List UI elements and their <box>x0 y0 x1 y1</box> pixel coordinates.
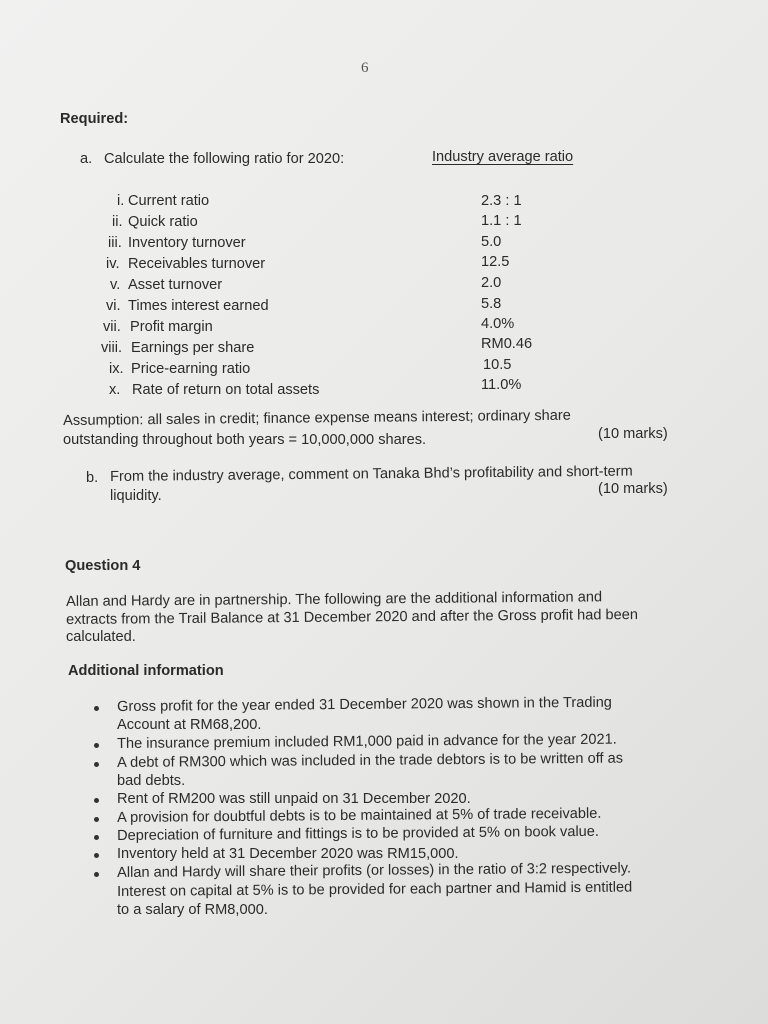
ratio-name: Times interest earned <box>128 298 269 314</box>
list-item: Rent of RM200 was still unpaid on 31 December 2020. <box>117 791 471 807</box>
industry-average-heading: Industry average ratio <box>432 149 574 165</box>
part-b-line-2: liquidity. <box>110 488 162 504</box>
list-item: The insurance premium included RM1,000 paid in advance for the year 2021. <box>117 731 617 752</box>
list-item: to a salary of RM8,000. <box>117 902 268 918</box>
assumption-line-1: Assumption: all sales in credit; finance expense means interest; ordinary share <box>63 407 571 429</box>
ratio-value: 2.0 <box>481 275 502 291</box>
ratio-number: vii. <box>103 319 121 335</box>
ratio-number: i. <box>117 193 125 209</box>
ratio-value: 12.5 <box>481 254 510 270</box>
ratio-name: Inventory turnover <box>128 235 246 251</box>
bullet-icon <box>94 853 99 858</box>
ratio-number: ix. <box>109 361 124 377</box>
list-item: Allan and Hardy will share their profits (or losses) in the ratio of 3:2 respectively. <box>117 860 632 881</box>
ratio-value: 4.0% <box>481 316 515 332</box>
list-item: Depreciation of furniture and fittings is to be provided at 5% on book value. <box>117 823 600 844</box>
list-item: Interest on capital at 5% is to be provided for each partner and Hamid is entitled <box>117 879 633 900</box>
ratio-value: 5.8 <box>481 296 502 312</box>
assumption-line-2: outstanding throughout both years = 10,000,000 shares. <box>63 432 427 448</box>
additional-information-heading: Additional information <box>68 663 224 679</box>
list-item: A provision for doubtful debts is to be maintained at 5% of trade receivable. <box>117 805 602 826</box>
list-item: Gross profit for the year ended 31 December 2020 was shown in the Trading <box>117 694 612 715</box>
ratio-value: 2.3 : 1 <box>481 193 522 209</box>
list-item: A debt of RM300 which was included in the trade debtors is to be written off as <box>117 750 624 771</box>
bullet-icon <box>94 762 99 767</box>
ratio-number: x. <box>109 382 121 398</box>
bullet-icon <box>94 835 99 840</box>
ratio-value: RM0.46 <box>481 336 533 352</box>
page-number: 6 <box>361 60 369 76</box>
question-4-intro-line-2: extracts from the Trail Balance at 31 December 2020 and after the Gross profit had been <box>66 607 639 628</box>
part-b-marks: (10 marks) <box>598 481 668 497</box>
question-4-heading: Question 4 <box>65 558 141 574</box>
list-item: Inventory held at 31 December 2020 was RM15,000. <box>117 846 459 862</box>
part-b-label: b. <box>86 470 99 486</box>
ratio-number: v. <box>110 277 121 293</box>
ratio-number: iv. <box>106 256 120 272</box>
part-a-label: a. <box>80 151 93 167</box>
ratio-name: Asset turnover <box>128 277 223 293</box>
ratio-name: Receivables turnover <box>128 256 266 272</box>
bullet-icon <box>94 706 99 711</box>
bullet-icon <box>94 872 99 877</box>
part-a-text: Calculate the following ratio for 2020: <box>104 151 345 167</box>
required-heading: Required: <box>60 111 129 127</box>
ratio-number: vi. <box>106 298 121 314</box>
list-item: Account at RM68,200. <box>117 717 262 733</box>
ratio-number: viii. <box>101 340 123 356</box>
ratio-name: Profit margin <box>130 319 213 335</box>
part-b-line-1: From the industry average, comment on Tanaka Bhd’s profitability and short-term <box>110 463 633 485</box>
list-item: bad debts. <box>117 773 186 789</box>
ratio-name: Quick ratio <box>128 214 198 230</box>
ratio-number: iii. <box>108 235 122 251</box>
ratio-value: 1.1 : 1 <box>481 213 522 229</box>
ratio-name: Rate of return on total assets <box>132 382 320 398</box>
bullet-icon <box>94 798 99 803</box>
ratio-value: 10.5 <box>483 357 512 373</box>
ratio-name: Earnings per share <box>131 340 255 356</box>
question-4-intro-line-1: Allan and Hardy are in partnership. The following are the additional information and <box>66 589 603 610</box>
ratio-value: 11.0% <box>481 377 522 393</box>
bullet-icon <box>94 817 99 822</box>
ratio-name: Current ratio <box>128 193 210 209</box>
part-a-marks: (10 marks) <box>598 426 668 442</box>
bullet-icon <box>94 743 99 748</box>
question-4-intro-line-3: calculated. <box>66 629 136 645</box>
ratio-value: 5.0 <box>481 234 502 250</box>
ratio-number: ii. <box>112 214 123 230</box>
ratio-name: Price-earning ratio <box>131 361 251 377</box>
